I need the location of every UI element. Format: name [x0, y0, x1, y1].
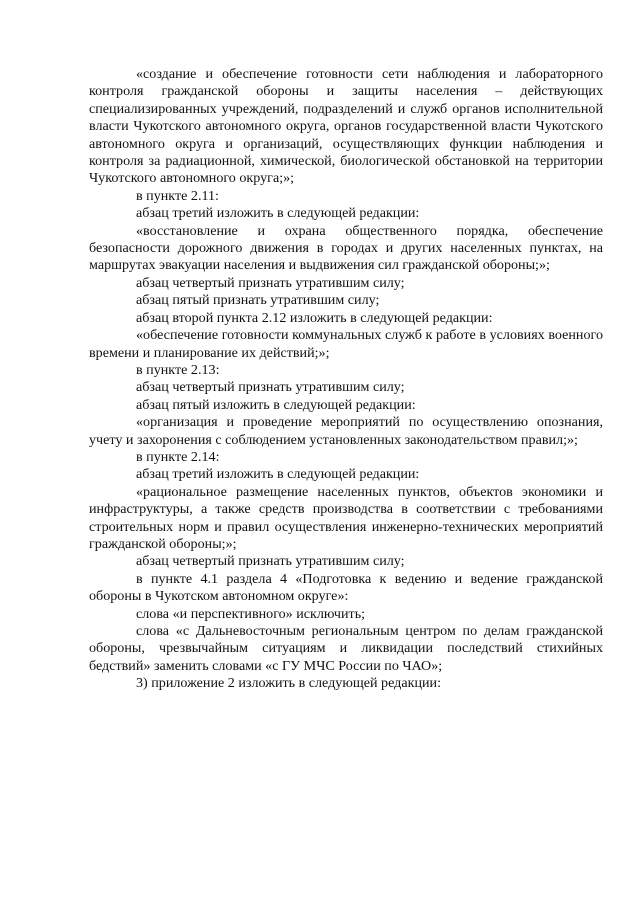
paragraph-item-4-1: в пункте 4.1 раздела 4 «Подготовка к ведению и ведение гражданской обороны в Чукотском автономном округе»: — [89, 570, 603, 605]
paragraph-fourth-abzac-2-13-void: абзац четвертый признать утратившим силу; — [136, 379, 405, 396]
paragraph-public-order: «восстановление и охрана общественного порядка, обеспечение безопасности дорожного движения в городах и других населенных пунктах, на маршрутах эвакуации населения и выдвижения сил гражданской обороны;»; — [89, 222, 603, 274]
paragraph-exclude-perspective: слова «и перспективного» исключить; — [136, 605, 366, 622]
paragraph-communal-services: «обеспечение готовности коммунальных служб к работе в условиях военного времени и планирование их действий;»; — [89, 327, 603, 361]
paragraph-appendix-2: 3) приложение 2 изложить в следующей редакции: — [136, 675, 441, 692]
paragraph-fifth-abzac-void: абзац пятый признать утратившим силу; — [136, 292, 380, 309]
document-page — [89, 66, 603, 693]
paragraph-replace-center: слова «с Дальневосточным региональным центром по делам гражданской обороны, чрезвычайным ситуациям и ликвидации последствий стихийных бедствий» заменить словами «с ГУ МЧС России по ЧАО»; — [89, 623, 603, 674]
paragraph-item-2-11: в пункте 2.11: — [136, 187, 219, 204]
paragraph-identification-burial: «организация и проведение мероприятий по осуществлению опознания, учету и захоронения с соблюдением установленных законодательством правил;»; — [89, 414, 603, 448]
paragraph-settlement-placement: «рациональное размещение населенных пунктов, объектов экономики и инфраструктуры, а также средств производства в соответствии с требованиями строительных норм и правил осуществления инженерно-технических мероприятий гражданской обороны;»; — [89, 483, 603, 552]
paragraph-third-abzac-2-14: абзац третий изложить в следующей редакции: — [136, 466, 420, 483]
paragraph-item-2-13: в пункте 2.13: — [136, 361, 220, 378]
paragraph-fourth-abzac-2-14-void: абзац четвертый признать утратившим силу; — [136, 553, 405, 570]
paragraph-fourth-abzac-void: абзац четвертый признать утратившим силу; — [136, 274, 405, 291]
paragraph-item-2-14: в пункте 2.14: — [136, 448, 220, 465]
paragraph-radiation-monitoring: «создание и обеспечение готовности сети наблюдения и лабораторного контроля гражданской обороны и защиты населения – действующих специализированных учреждений, подразделений и служб органов исполнительной власти Чукотского автономного округа, органов государственной власти Чукотского автономного округа и организаций, осуществляющих функции наблюдения и контроля за радиационной, химической, биологической обстановкой на территории Чукотского автономного округа;»; — [89, 66, 603, 187]
paragraph-item-2-12: абзац второй пункта 2.12 изложить в следующей редакции: — [136, 309, 493, 326]
paragraph-fifth-abzac-2-13: абзац пятый изложить в следующей редакции: — [136, 396, 416, 413]
paragraph-third-abzac-2-11: абзац третий изложить в следующей редакции: — [136, 205, 420, 222]
